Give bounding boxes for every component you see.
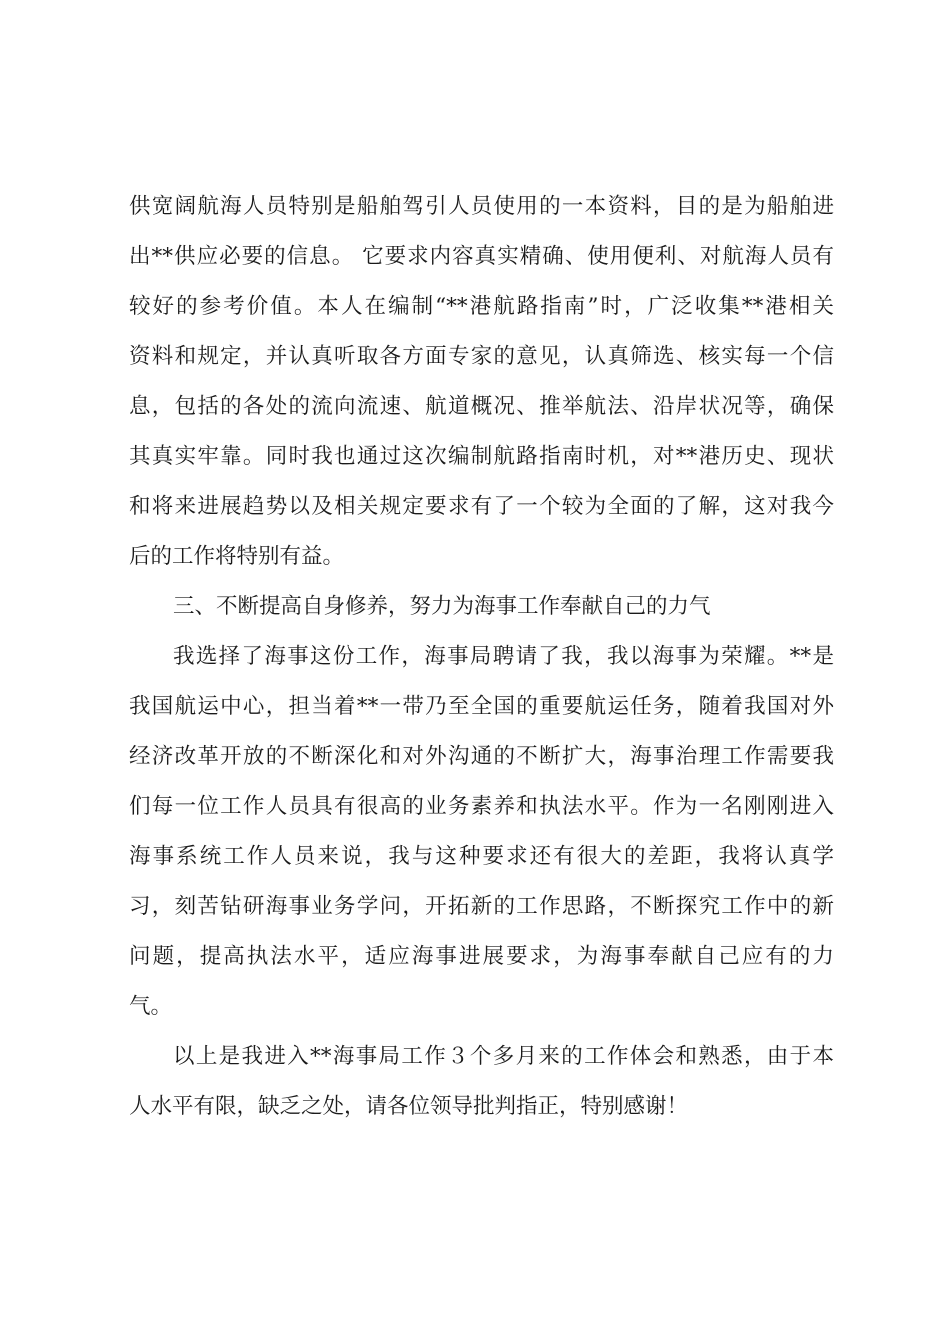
paragraph-2-line-1: 我选择了海事这份工作，海事局聘请了我，我以海事为荣耀。**是 xyxy=(173,644,834,669)
paragraph-1-line-2: 出**供应必要的信息。 它要求内容真实精确、使用便利、对航海人员有 xyxy=(129,244,834,269)
paragraph-2-line-3: 经济改革开放的不断深化和对外沟通的不断扩大，海事治理工作需要我 xyxy=(129,744,834,769)
paragraph-3-line-1: 以上是我进入**海事局工作３个多月来的工作体会和熟悉，由于本 xyxy=(173,1044,834,1069)
paragraph-1-line-4: 资料和规定，并认真听取各方面专家的意见，认真筛选、核实每一个信 xyxy=(129,344,834,369)
paragraph-1-line-5: 息，包括的各处的流向流速、航道概况、推举航法、沿岸状况等，确保 xyxy=(129,394,834,419)
paragraph-2-line-4: 们每一位工作人员具有很高的业务素养和执法水平。作为一名刚刚进入 xyxy=(129,794,834,819)
paragraph-2-line-6: 习，刻苦钻研海事业务学问，开拓新的工作思路，不断探究工作中的新 xyxy=(129,894,834,919)
paragraph-1-line-8: 后的工作将特别有益。 xyxy=(129,544,345,569)
paragraph-1-line-1: 供宽阔航海人员特别是船舶驾引人员使用的一本资料，目的是为船舶进 xyxy=(129,194,834,219)
paragraph-2-line-2: 我国航运中心，担当着**一带乃至全国的重要航运任务，随着我国对外 xyxy=(129,694,834,719)
paragraph-1-line-6: 其真实牢靠。同时我也通过这次编制航路指南时机，对**港历史、现状 xyxy=(129,444,834,469)
paragraph-2-line-8: 气。 xyxy=(129,994,173,1019)
paragraph-1-line-7: 和将来进展趋势以及相关规定要求有了一个较为全面的了解，这对我今 xyxy=(129,494,834,519)
section-heading-3: 三、不断提高自身修养，努力为海事工作奉献自己的力气 xyxy=(173,594,711,619)
paragraph-3-line-2: 人水平有限，缺乏之处，请各位领导批判指正，特别感谢！ xyxy=(129,1094,689,1119)
paragraph-2-line-7: 问题，提高执法水平，适应海事进展要求，为海事奉献自己应有的力 xyxy=(129,944,834,969)
paragraph-1-line-3: 较好的参考价值。本人在编制“**港航路指南”时，广泛收集**港相关 xyxy=(129,294,834,319)
paragraph-2-line-5: 海事系统工作人员来说，我与这种要求还有很大的差距，我将认真学 xyxy=(129,844,834,869)
